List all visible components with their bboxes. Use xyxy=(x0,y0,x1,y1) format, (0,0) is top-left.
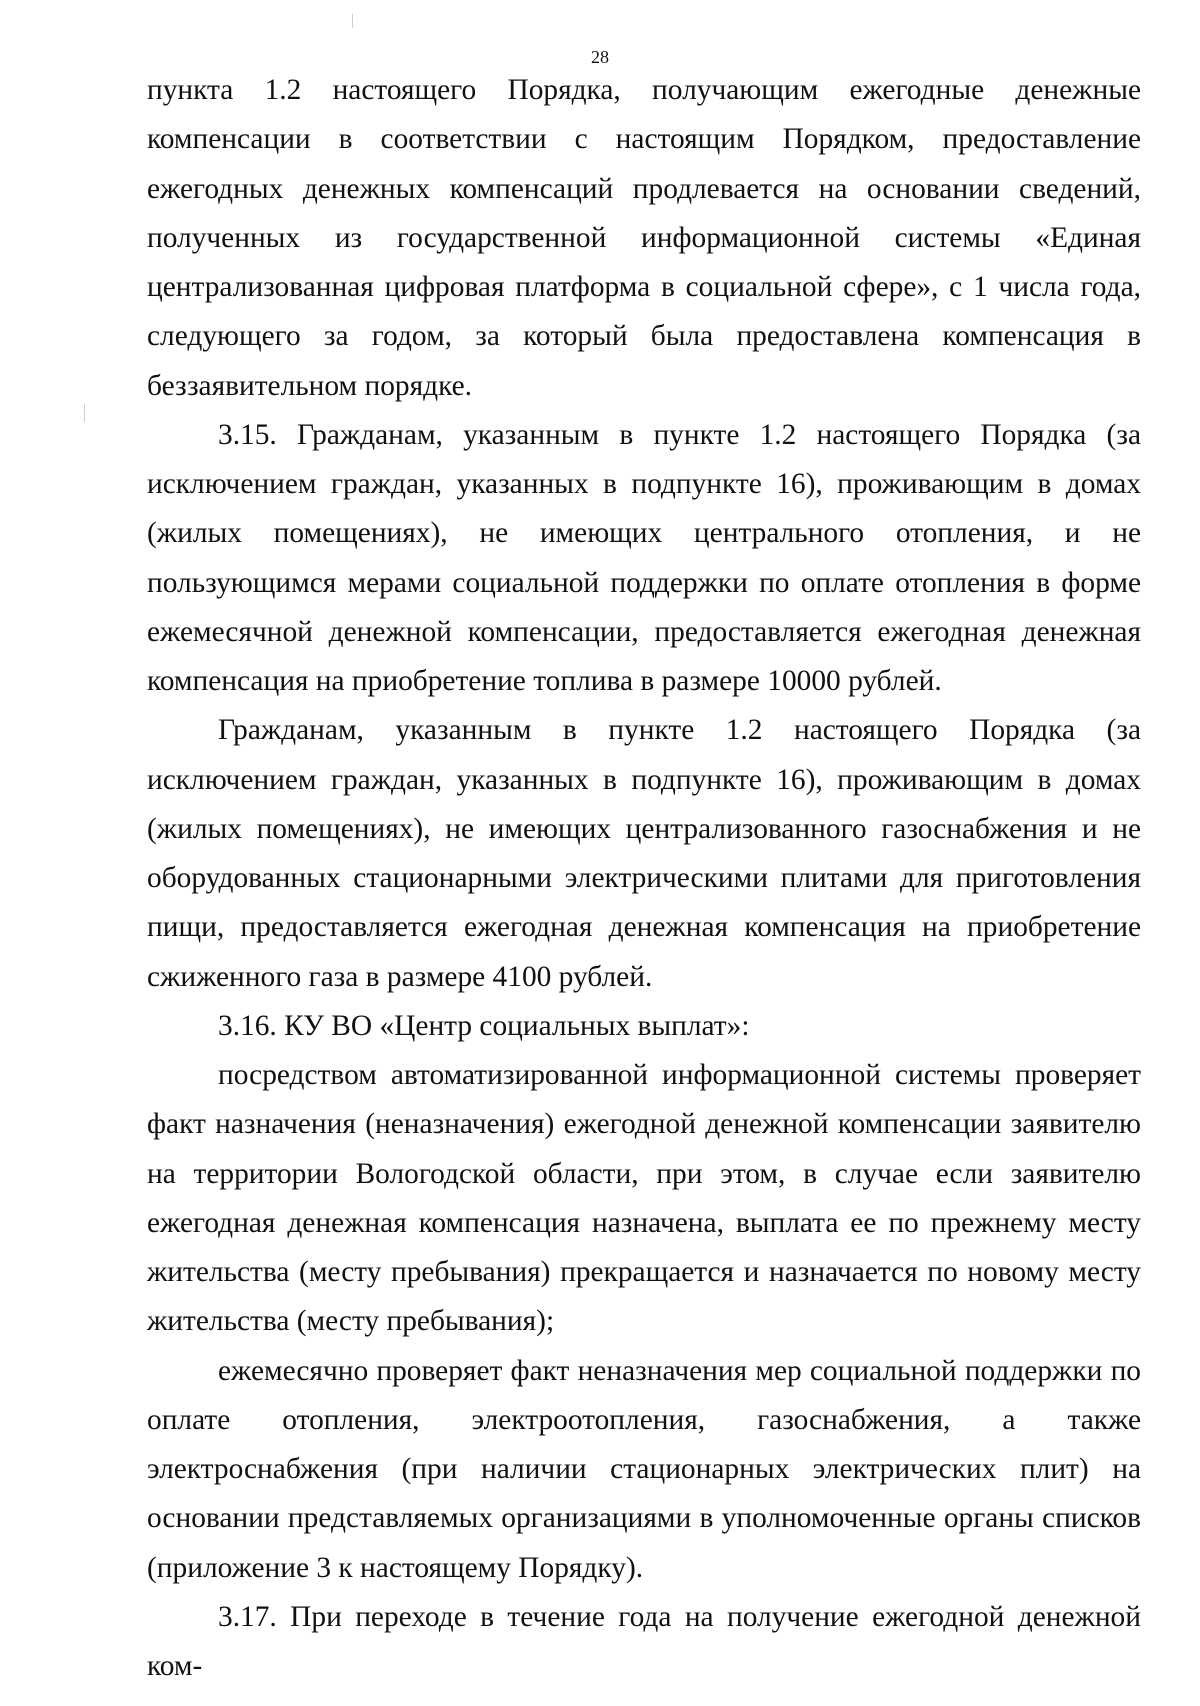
paragraph-3-16-check-assignment: посредством автоматизированной информационной системы проверяет факт назначения (неназначения) ежегодной денежной компенсации заявителю на территории Вологодской области, при этом, в случае если заявителю ежегодная денежная компенсация назначена, выплата ее по прежнему месту жительства (месту пребывания) прекращается и назначается по новому месту жительства (месту пребывания); xyxy=(147,1059,1141,1338)
scan-artifact-top xyxy=(352,14,353,28)
paragraph-continuation: пункта 1.2 настоящего Порядка, получающим ежегодные денежные компенсации в соответствии с настоящим Порядком, предоставление ежегодных денежных компенсаций продлевается на основании сведений, полученных из государственной информационной системы «Единая централизованная цифровая платформа в социальной сфере», с 1 числа года, следующего за годом, за который была предоставлена компенсация в беззаявительном порядке. xyxy=(147,74,1141,402)
paragraph-gas-compensation: Гражданам, указанным в пункте 1.2 настоящего Порядка (за исключением граждан, указанных в подпункте 16), проживающим в домах (жилых помещениях), не имеющих централизованного газоснабжения и не оборудованных стационарными электрическими плитами для приготовления пищи, предоставляется ежегодная денежная компенсация на приобретение сжиженного газа в размере 4100 рублей. xyxy=(147,714,1141,993)
paragraph-3-15: 3.15. Гражданам, указанным в пункте 1.2 настоящего Порядка (за исключением граждан, указанных в подпункте 16), проживающим в домах (жилых помещениях), не имеющих центрального отопления, и не пользующимся мерами социальной поддержки по оплате отопления в форме ежемесячной денежной компенсации, предоставляется ежегодная денежная компенсация на приобретение топлива в размере 10000 рублей. xyxy=(147,418,1141,697)
paragraph-3-16-heading: 3.16. КУ ВО «Центр социальных выплат»: xyxy=(218,1009,750,1042)
paragraph-3-17: 3.17. При переходе в течение года на получение ежегодной денежной ком- xyxy=(147,1600,1141,1682)
page-number: 28 xyxy=(591,47,609,67)
scan-artifact-left xyxy=(84,404,85,422)
document-body xyxy=(147,66,1141,1691)
paragraph-3-16-monthly-check: ежемесячно проверяет факт неназначения мер социальной поддержки по оплате отопления, электроотопления, газоснабжения, а также электроснабжения (при наличии стационарных электрических плит) на основании представляемых организациями в уполномоченные органы списков (приложение 3 к настоящему Порядку). xyxy=(147,1354,1141,1584)
